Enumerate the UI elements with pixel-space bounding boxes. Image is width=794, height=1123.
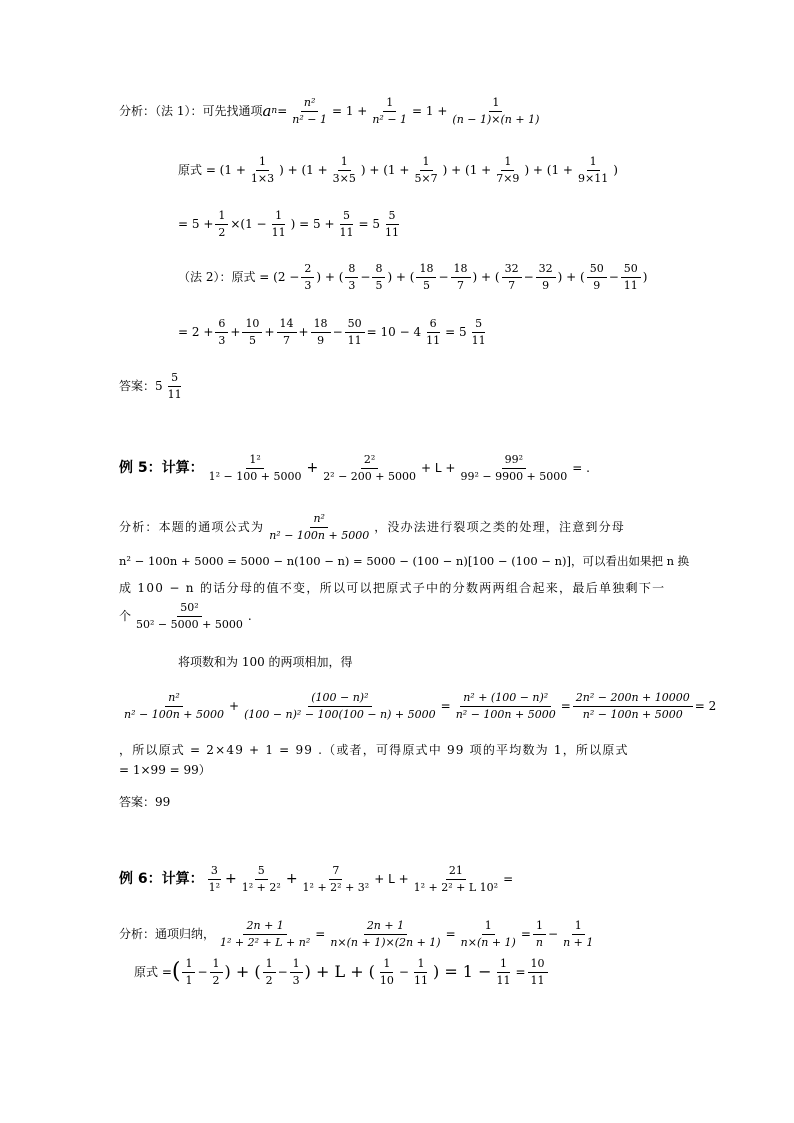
- fraction-numerator: n²: [310, 513, 328, 528]
- ex5-analysis-line-4: [119, 602, 252, 630]
- fraction: [242, 318, 262, 346]
- original-expression-line: [178, 156, 618, 184]
- fraction-denominator: 1² + 2² + 3²: [302, 880, 370, 894]
- fraction: [269, 210, 289, 238]
- fraction-denominator: 11: [530, 973, 545, 987]
- ex5-tail-line-1: [119, 744, 629, 756]
- fraction: [206, 865, 223, 893]
- fraction: [206, 454, 305, 482]
- fraction-denominator: 5×7: [414, 171, 438, 185]
- fraction: [215, 210, 228, 238]
- fraction-numerator: 50: [587, 263, 607, 278]
- fraction-numerator: 1: [182, 958, 195, 973]
- fraction: [289, 97, 330, 125]
- fraction: [411, 865, 501, 893]
- text: = 1×99 = 99）: [119, 763, 211, 777]
- text: = 5: [358, 217, 381, 232]
- fraction: [311, 318, 331, 346]
- fraction-denominator: 9×11: [578, 171, 609, 185]
- example-6-title: 例 6：计算：: [119, 871, 204, 888]
- text: =: [560, 699, 571, 714]
- fraction-numerator: 32: [536, 263, 556, 278]
- fraction-numerator: 5: [168, 372, 181, 387]
- fraction-denominator: 11: [496, 973, 511, 987]
- text: = 2 +: [178, 325, 214, 340]
- answer-whole: 5: [155, 379, 163, 394]
- fraction: [210, 958, 223, 986]
- text: = 5 +: [178, 217, 214, 232]
- fraction-numerator: n²: [165, 692, 183, 707]
- fraction: [248, 156, 277, 184]
- fraction-denominator: 1: [185, 973, 193, 987]
- ex6-result-line: [134, 958, 550, 986]
- text: −: [360, 270, 371, 285]
- fraction: [369, 97, 410, 125]
- fraction-denominator: n² − 100n + 5000: [582, 707, 683, 721]
- text: +: [225, 871, 237, 888]
- text: ) + (1 +: [279, 163, 328, 178]
- answer-1: [119, 372, 187, 400]
- fraction-denominator: 3: [348, 278, 356, 292]
- fraction-numerator: 14: [277, 318, 297, 333]
- an-subscript: n: [271, 105, 278, 116]
- fraction-denominator: 2² − 200 + 5000: [323, 469, 417, 483]
- fraction-denominator: 11: [426, 333, 441, 347]
- fraction-denominator: 1²: [208, 880, 221, 894]
- text: = 5: [445, 325, 467, 340]
- fraction: [451, 263, 471, 291]
- text: −: [277, 965, 288, 980]
- fraction-numerator: 1: [263, 958, 276, 973]
- fraction: [560, 920, 596, 948]
- fraction-numerator: 2n² − 200n + 10000: [573, 692, 693, 707]
- fraction-denominator: 7: [457, 278, 465, 292]
- fraction-numerator: 50: [345, 318, 365, 333]
- text: +: [285, 871, 298, 888]
- answer-2: [119, 796, 170, 808]
- fraction-denominator: 11: [167, 387, 182, 401]
- text: +: [229, 699, 240, 714]
- analysis-method2-line: [178, 263, 647, 291]
- fraction-numerator: n²: [301, 97, 319, 112]
- fraction: [377, 958, 397, 986]
- fraction-numerator: 1: [587, 156, 600, 171]
- text: ): [613, 163, 618, 178]
- text: =: [503, 872, 514, 887]
- fraction-denominator: 99² − 9900 + 5000: [460, 469, 568, 483]
- text: −: [197, 965, 208, 980]
- text: −: [608, 270, 619, 285]
- fraction-numerator: 8: [345, 263, 358, 278]
- ex5-analysis-line-1: [119, 513, 625, 541]
- ex5-tail-line-2: [119, 764, 211, 776]
- fraction-numerator: 1: [290, 958, 303, 973]
- fraction-denominator: (n − 1)×(n + 1): [452, 112, 540, 126]
- text: ) + (1 +: [442, 163, 492, 178]
- fraction: [345, 263, 358, 291]
- fraction: [493, 958, 513, 986]
- fraction-denominator: 10: [379, 973, 394, 987]
- equals-one-plus: = 1 +: [412, 104, 448, 119]
- fraction-numerator: 21: [446, 865, 466, 880]
- fraction-denominator: 1² + 2²: [241, 880, 281, 894]
- fraction-denominator: n² − 100n + 5000: [124, 707, 224, 721]
- fraction: [587, 263, 607, 291]
- text: = 10 − 4: [366, 325, 422, 340]
- fraction: [423, 318, 443, 346]
- fraction-numerator: 10: [242, 318, 262, 333]
- fraction-denominator: 7: [508, 278, 516, 292]
- paren: (: [171, 959, 181, 985]
- fraction-numerator: 1: [210, 958, 223, 973]
- fraction: [575, 156, 611, 184]
- fraction: [327, 920, 443, 948]
- text: ): [642, 270, 648, 285]
- text: −: [398, 965, 409, 980]
- ex5-equation: [119, 692, 716, 720]
- fraction-denominator: 1×3: [250, 171, 275, 185]
- fraction-denominator: 9: [317, 333, 325, 347]
- fraction: [372, 263, 385, 291]
- fraction-numerator: 6: [215, 318, 228, 333]
- fraction-numerator: 50: [621, 263, 641, 278]
- text: + L +: [421, 461, 456, 476]
- text: .: [247, 609, 252, 624]
- fraction-numerator: 1: [497, 958, 510, 973]
- fraction: [493, 156, 522, 184]
- fraction-numerator: 10: [528, 958, 548, 973]
- text: ×(1 −: [230, 217, 267, 232]
- fraction-denominator: 3: [218, 333, 226, 347]
- fraction-numerator: 1: [338, 156, 351, 171]
- analysis-label: 分析：（法 1）：可先找通项: [119, 104, 263, 119]
- result-line-1: [178, 210, 404, 238]
- text: 分析：通项归纳，: [119, 927, 216, 942]
- fraction-numerator: 1: [256, 156, 269, 171]
- fraction-denominator: n: [535, 935, 544, 949]
- fraction-denominator: n×(n + 1): [460, 935, 516, 949]
- fraction: [263, 958, 276, 986]
- fraction: [290, 958, 303, 986]
- fraction: [215, 318, 228, 346]
- fraction-denominator: 7×9: [496, 171, 520, 185]
- text: 将项数和为 100 的两项相加，得: [178, 655, 353, 669]
- text: = 2: [694, 699, 717, 714]
- fraction: [239, 865, 284, 893]
- fraction: [301, 263, 314, 291]
- text: ) + (: [472, 270, 500, 285]
- fraction-denominator: (100 − n)² − 100(100 − n) + 5000: [244, 707, 436, 721]
- fraction-denominator: 7: [283, 333, 290, 347]
- fraction-numerator: 2: [301, 263, 314, 278]
- text: ，所以原式 = 2×49 + 1 = 99 .（或者，可得原式中 99 项的平均数为 1，所以原式: [119, 743, 629, 757]
- fraction: [458, 920, 519, 948]
- fraction-denominator: n×(n + 1)×(2n + 1): [330, 935, 441, 949]
- fraction-numerator: 1: [414, 958, 427, 973]
- fraction: [277, 318, 297, 346]
- fraction-denominator: 3: [292, 973, 300, 987]
- text: −: [438, 270, 449, 285]
- answer-label: 答案：: [119, 795, 156, 809]
- fraction: [266, 513, 372, 541]
- fraction-numerator: (100 − n)²: [308, 692, 371, 707]
- text: ) + L + (: [304, 962, 375, 982]
- ex5-analysis-line-3: [119, 582, 665, 594]
- fraction-numerator: 5: [472, 318, 485, 333]
- fraction: [241, 692, 439, 720]
- fraction-numerator: 5: [255, 865, 268, 880]
- answer-value: 99: [155, 795, 171, 809]
- text: 个: [119, 609, 132, 624]
- text: +: [298, 325, 309, 340]
- fraction: [133, 602, 246, 630]
- example-6-title-line: [119, 865, 513, 893]
- fraction: [457, 454, 570, 482]
- fraction-numerator: n² + (100 − n)²: [460, 692, 551, 707]
- fraction: [621, 263, 641, 291]
- fraction-denominator: 11: [471, 333, 486, 347]
- text: = .: [572, 461, 590, 476]
- fraction-denominator: 2: [265, 973, 273, 987]
- fraction-denominator: 3: [304, 278, 312, 292]
- fraction: [536, 263, 556, 291]
- fraction-denominator: 2: [218, 225, 226, 239]
- text: ) = 5 +: [290, 217, 335, 232]
- fraction-numerator: 1: [501, 156, 514, 171]
- text: ) + (: [387, 270, 415, 285]
- fraction-numerator: 1: [420, 156, 433, 171]
- fraction-denominator: 11: [413, 973, 428, 987]
- fraction-numerator: 1: [533, 920, 546, 935]
- analysis-method1-line: [119, 97, 544, 125]
- fraction-denominator: 11: [623, 278, 638, 292]
- fraction-numerator: 18: [311, 318, 331, 333]
- fraction: [382, 210, 402, 238]
- fraction: [217, 920, 313, 948]
- fraction: [573, 692, 693, 720]
- text: =: [520, 927, 531, 942]
- fraction-numerator: 8: [372, 263, 385, 278]
- text: ) + (: [557, 270, 585, 285]
- fraction-numerator: 99²: [502, 454, 526, 469]
- fraction-numerator: 7: [329, 865, 342, 880]
- fraction-denominator: n² − 1: [292, 112, 327, 126]
- fraction-numerator: 18: [451, 263, 471, 278]
- fraction-denominator: 5: [248, 333, 256, 347]
- equals-one-plus: = 1 +: [331, 104, 368, 119]
- fraction: [330, 156, 359, 184]
- fraction-numerator: 1: [572, 920, 585, 935]
- fraction-denominator: n² − 100n + 5000: [455, 707, 556, 721]
- text: 原式 =: [134, 965, 172, 980]
- example-5-title: 例 5：计算：: [119, 460, 204, 477]
- text: =: [440, 699, 451, 714]
- text: =: [315, 927, 326, 942]
- example-5-title-line: [119, 454, 590, 482]
- fraction: [528, 958, 548, 986]
- fraction-numerator: 50²: [177, 602, 201, 617]
- text: −: [332, 325, 343, 340]
- fraction-numerator: 5: [340, 210, 353, 225]
- fraction-numerator: 18: [416, 263, 436, 278]
- text: 分析：本题的通项公式为: [119, 520, 265, 535]
- fraction: [165, 372, 185, 400]
- fraction-denominator: 11: [385, 225, 400, 239]
- fraction: [182, 958, 195, 986]
- fraction: [337, 210, 357, 238]
- result-line-2: [178, 318, 491, 346]
- text: ，没办法进行裂项之类的处理，注意到分母: [374, 520, 626, 535]
- an-symbol: a: [262, 101, 272, 120]
- text: n² − 100n + 5000 = 5000 − n(100 − n) = 5000 − (100 − n)[100 − (100 − n)]，可以看出如果把 n 换: [119, 554, 690, 568]
- fraction-numerator: 2n + 1: [364, 920, 407, 935]
- text: +: [306, 460, 319, 477]
- text: =: [445, 927, 456, 942]
- fraction-denominator: 2: [212, 973, 220, 987]
- fraction-denominator: 11: [347, 333, 362, 347]
- fraction-denominator: 3×5: [332, 171, 356, 185]
- text: ) + (1 +: [524, 163, 573, 178]
- fraction-denominator: n² − 100n + 5000: [269, 528, 370, 542]
- text: ) + (: [224, 962, 261, 982]
- text: −: [548, 927, 559, 942]
- fraction-numerator: 1²: [246, 454, 263, 469]
- fraction-numerator: 5: [386, 210, 399, 225]
- text: ) + (: [316, 270, 344, 285]
- fraction-denominator: 5: [422, 278, 430, 292]
- text: ) + (1 +: [360, 163, 410, 178]
- fraction: [453, 692, 559, 720]
- fraction: [345, 318, 365, 346]
- fraction-denominator: 1² + 2² + L 10²: [413, 880, 499, 894]
- fraction-denominator: 5: [375, 278, 383, 292]
- fraction: [411, 156, 440, 184]
- fraction-denominator: 11: [271, 225, 286, 239]
- fraction: [533, 920, 546, 948]
- ex5-analysis-line-5: [178, 656, 353, 668]
- fraction-numerator: 1: [215, 210, 228, 225]
- fraction-numerator: 2n + 1: [243, 920, 286, 935]
- fraction-numerator: 1: [272, 210, 285, 225]
- text: =: [515, 965, 526, 980]
- fraction-denominator: 11: [339, 225, 354, 239]
- text: + L +: [374, 872, 409, 887]
- fraction-denominator: 9: [542, 278, 550, 292]
- fraction: [416, 263, 436, 291]
- text: +: [230, 325, 241, 340]
- text: ) = 1 −: [432, 962, 492, 982]
- fraction: [502, 263, 522, 291]
- fraction-denominator: 9: [593, 278, 601, 292]
- fraction-denominator: n² − 1: [372, 112, 408, 126]
- fraction: [300, 865, 373, 893]
- answer-label: 答案：: [119, 379, 156, 394]
- fraction-denominator: 50² − 5000 + 5000: [136, 617, 243, 631]
- fraction-denominator: 1² + 2² + L + n²: [220, 935, 311, 949]
- fraction-numerator: 1: [380, 958, 393, 973]
- ex6-analysis-line: [119, 920, 598, 948]
- fraction-numerator: 1: [383, 97, 396, 112]
- fraction-denominator: 1² − 100 + 5000: [208, 469, 302, 483]
- fraction: [449, 97, 542, 125]
- fraction-numerator: 32: [502, 263, 522, 278]
- fraction-numerator: 2²: [361, 454, 378, 469]
- fraction: [320, 454, 419, 482]
- fraction: [469, 318, 489, 346]
- fraction-numerator: 3: [208, 865, 221, 880]
- equals: =: [277, 104, 288, 119]
- fraction-numerator: 6: [427, 318, 440, 333]
- text: （法 2）：原式 = (2 −: [178, 270, 300, 285]
- fraction: [121, 692, 227, 720]
- text: 成 100 − n 的话分母的值不变，所以可以把原式子中的分数两两组合起来，最后单独剩下一: [119, 581, 666, 595]
- text: 原式 = (1 +: [178, 163, 246, 178]
- fraction: [411, 958, 431, 986]
- ex5-analysis-line-2: [119, 556, 689, 568]
- text: −: [523, 270, 534, 285]
- fraction-numerator: 1: [489, 97, 502, 112]
- fraction-numerator: 1: [482, 920, 495, 935]
- fraction-denominator: n + 1: [563, 935, 594, 949]
- text: +: [264, 325, 275, 340]
